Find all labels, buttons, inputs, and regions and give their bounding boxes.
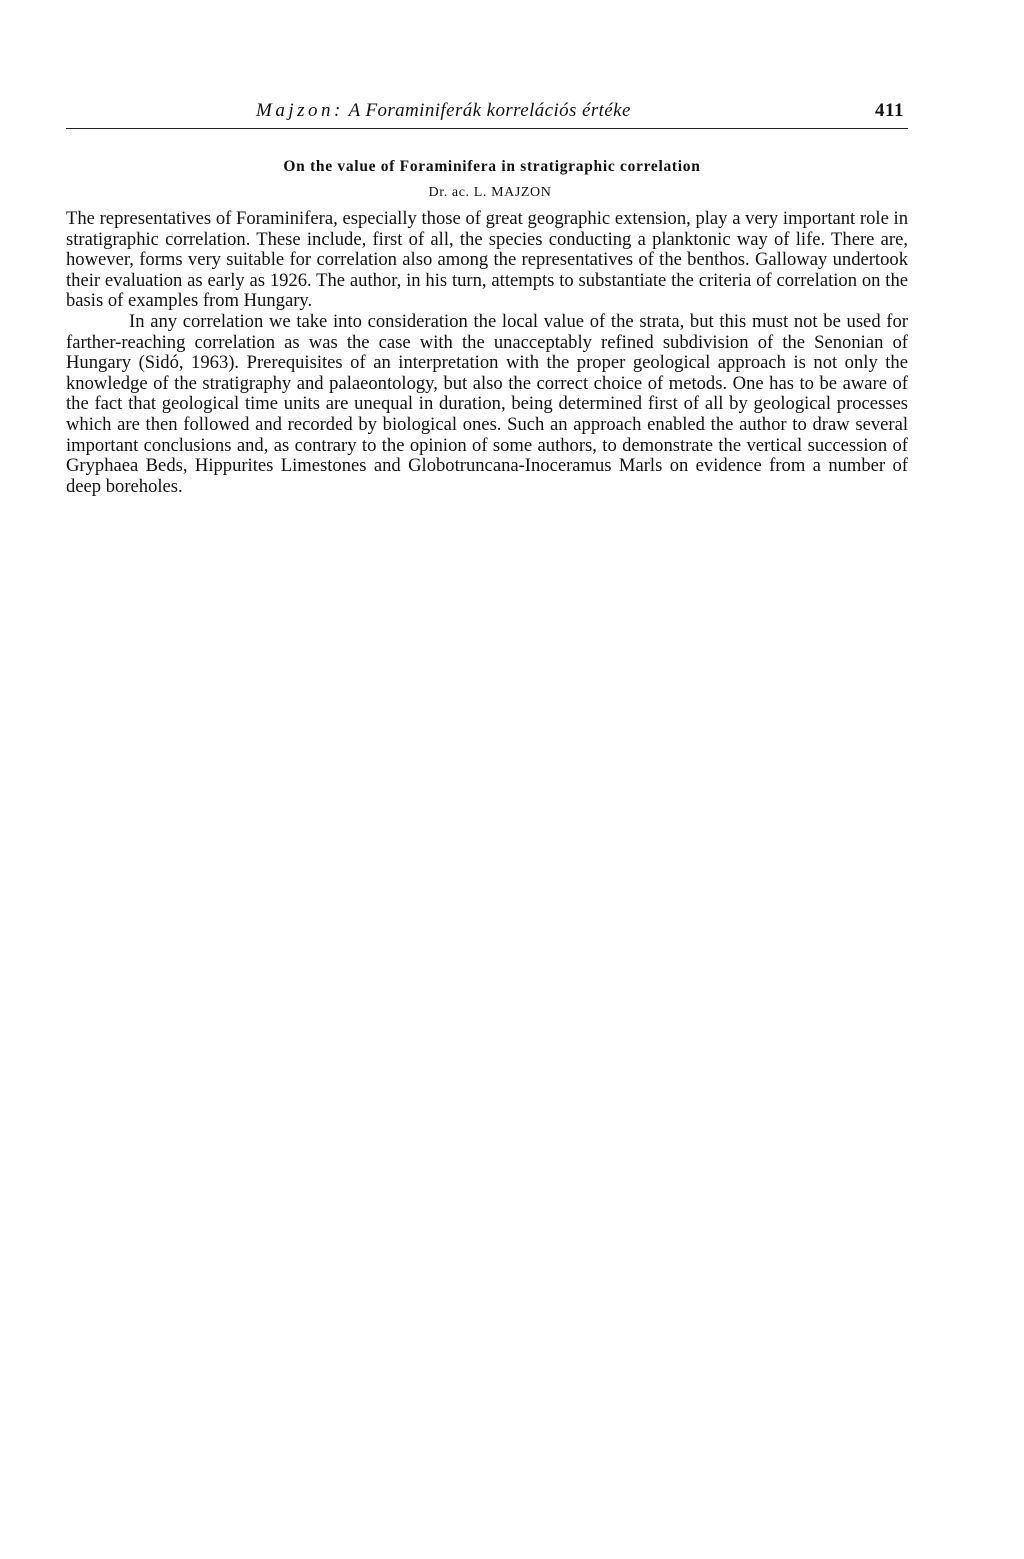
journal-page bbox=[66, 98, 908, 497]
author-byline: Dr. ac. L. MAJZON bbox=[428, 185, 552, 200]
running-title-text: A Foraminiferák korrelációs értéke bbox=[348, 100, 631, 121]
page-number: 411 bbox=[875, 100, 904, 121]
body-paragraph: The representatives of Foraminifera, especially those of great geographic extension, play a very important role in stratigraphic correlation. These include, first of all, the species conducting a planktonic way of life. There are, however, forms very suitable for correlation also among the representatives of the benthos. Galloway undertook their evaluation as early as 1926. The author, in his turn, attempts to substantiate the criteria of correlation on the basis of examples from Hungary. bbox=[66, 208, 908, 312]
running-header bbox=[66, 98, 908, 129]
article-title: On the value of Foraminifera in stratigraphic correlation bbox=[283, 158, 701, 175]
body-paragraph: In any correlation we take into consideration the local value of the strata, but this must not be used for farther-reaching correlation as was the case with the unacceptably refined subdivision of the Senonian of Hungary (Sidó, 1963). Prerequisites of an interpretation with the proper geological approach is not only the knowledge of the stratigraphy and palaeontology, but also the correct choice of metods. One has to be aware of the fact that geological time units are unequal in duration, being determined first of all by geological processes which are then followed and recorded by biological ones. Such an approach enabled the author to draw several important conclusions and, as contrary to the opinion of some authors, to demonstrate the vertical succession of Gryphaea Beds, Hippurites Limestones and Globotruncana-Inoceramus Marls on evidence from a number of deep boreholes. bbox=[66, 310, 908, 497]
running-title bbox=[256, 100, 631, 122]
running-title-author: Majzon: bbox=[256, 100, 344, 121]
article-body bbox=[66, 209, 908, 497]
